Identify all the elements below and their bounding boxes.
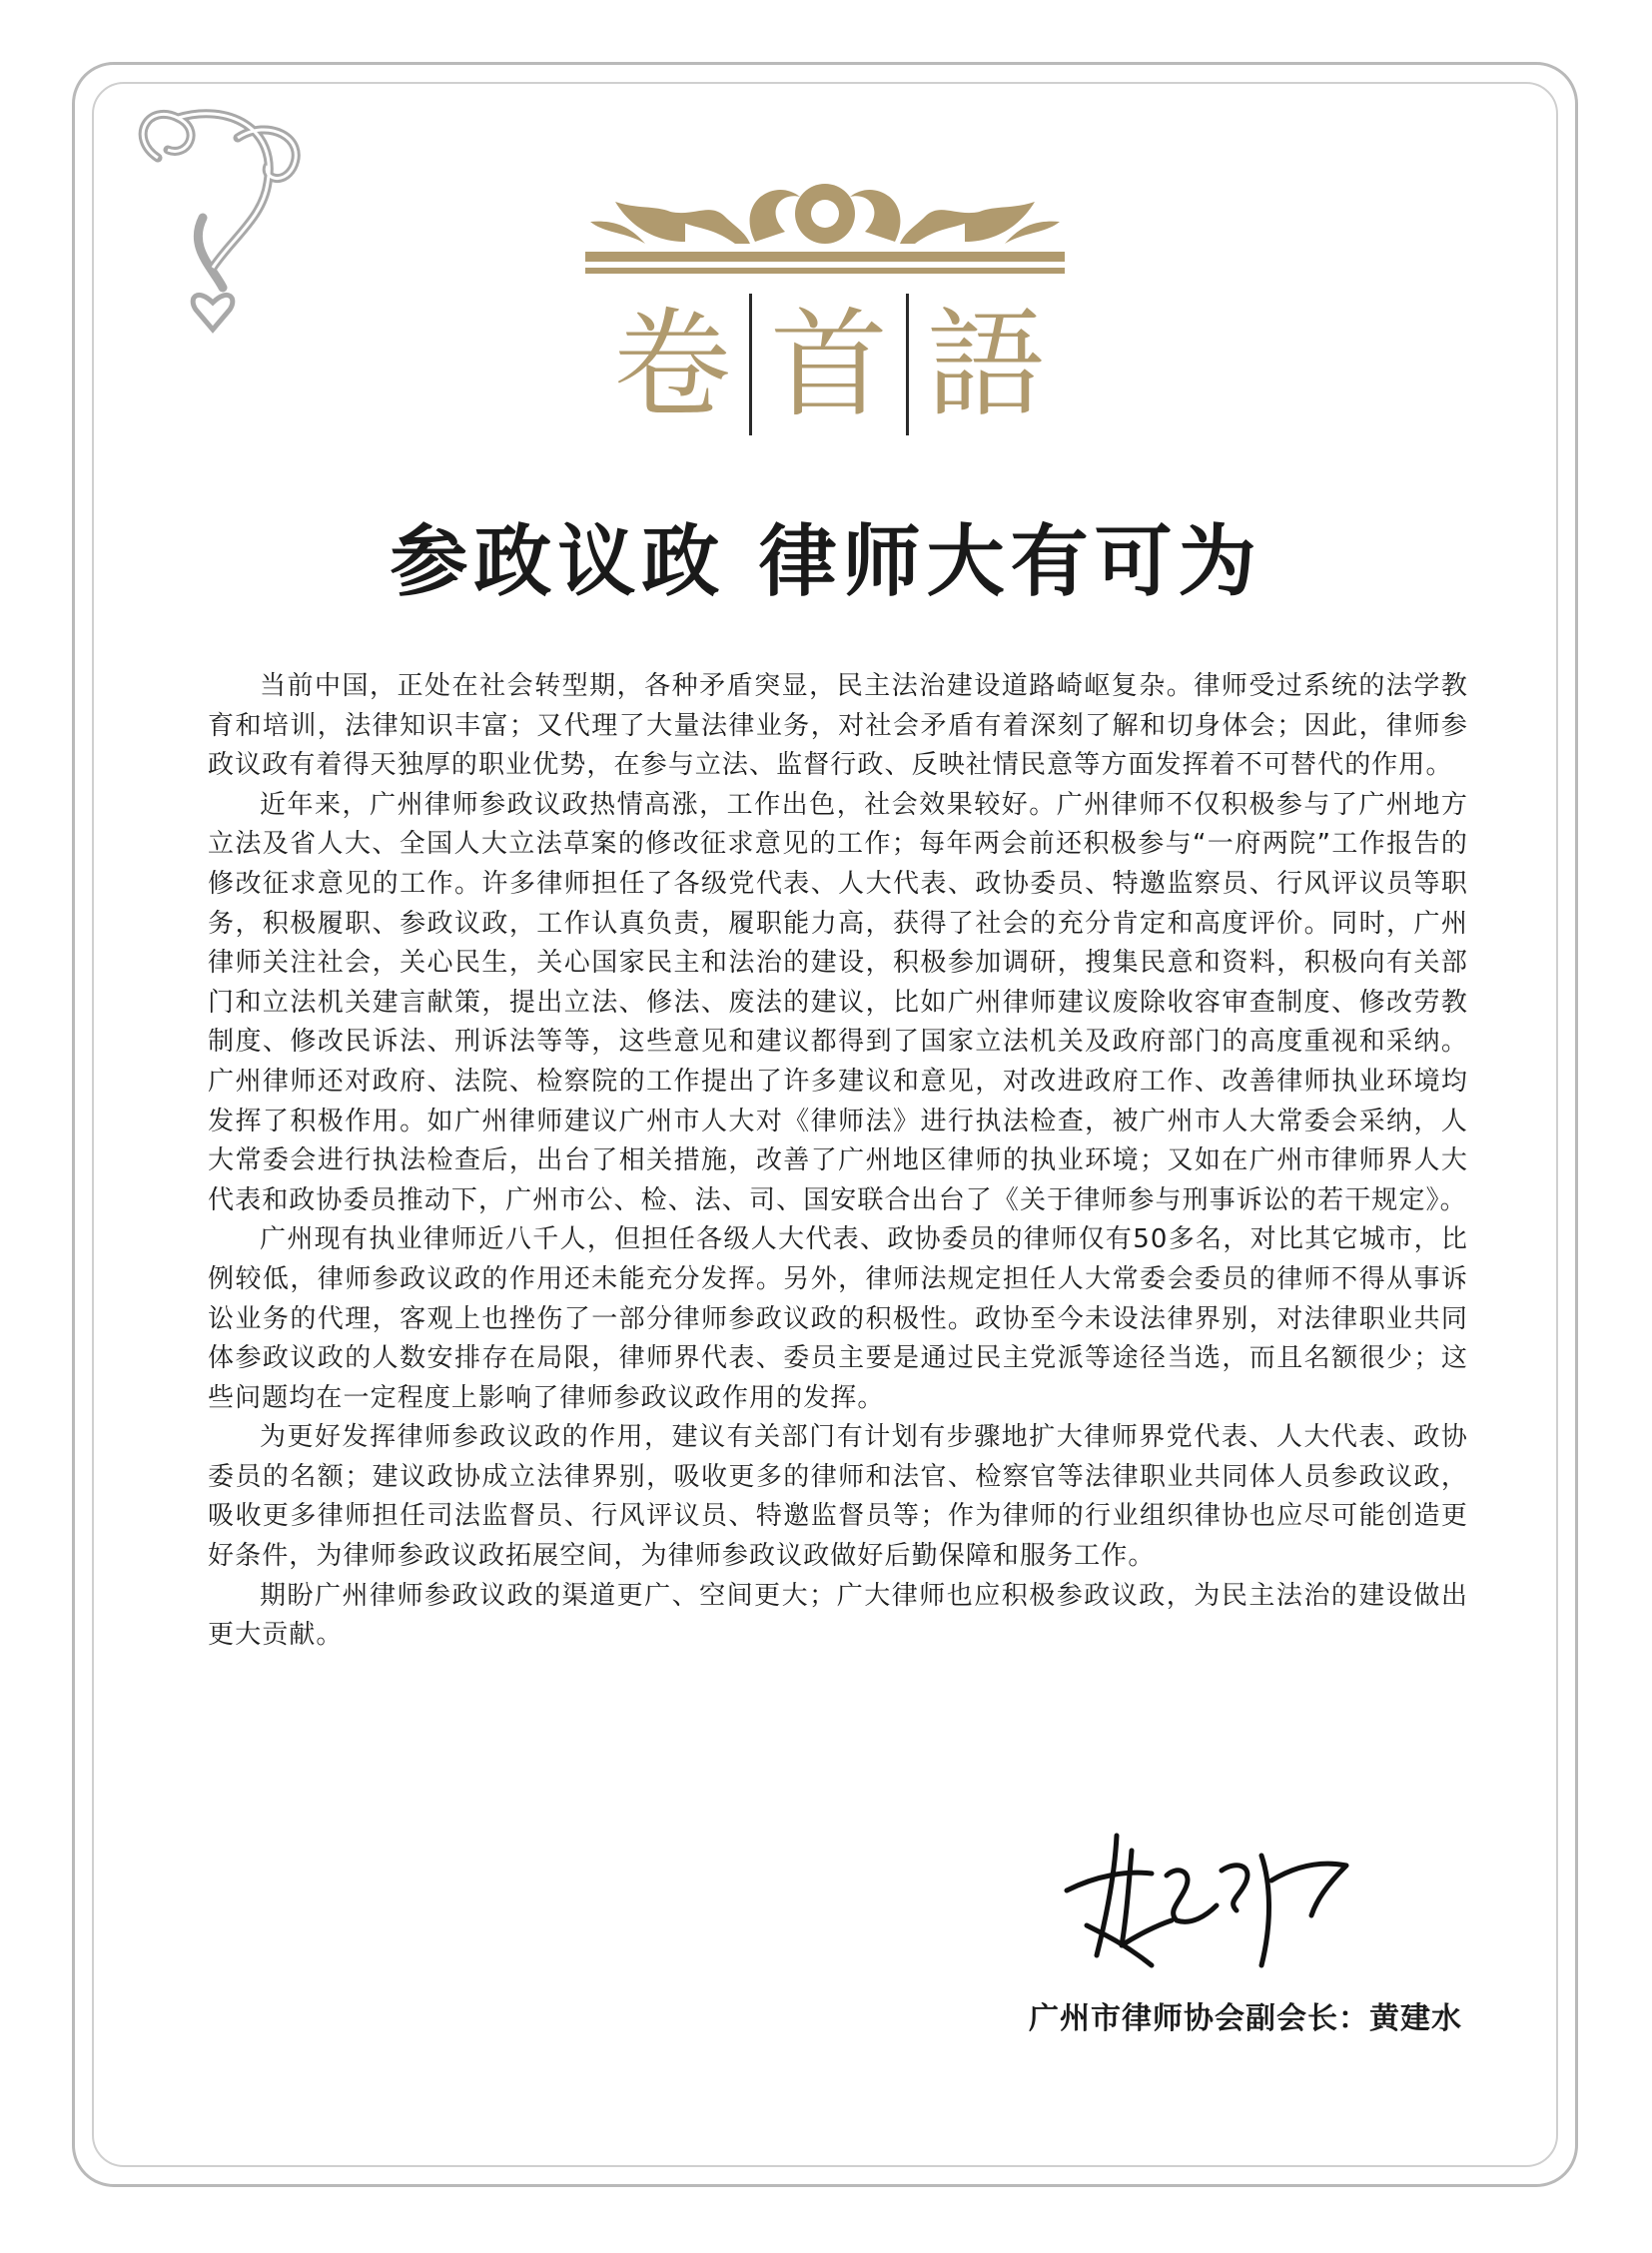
signer-title: 广州市律师协会副会长：黄建水 [1029, 2001, 1462, 2036]
article-headline: 参政议政 律师大有可为 [390, 516, 1262, 607]
corner-swirl-ornament [118, 98, 318, 348]
column-title-char: 語 [927, 296, 1046, 433]
gold-crest-ornament [585, 172, 1065, 282]
paragraph: 广州现有执业律师近八千人，但担任各级人大代表、政协委员的律师仅有50多名，对比其它城市，比例较低，律师参政议政的作用还未能充分发挥。另外，律师法规定担任人大常委会委员的律师不得从事诉讼业务的代理，客观上也挫伤了一部分律师参政议政的积极性。政协至今未设法律界别，对法律职业共同体参政议政的人数安排存在局限，律师界代表、委员主要是通过民主党派等途径当选，而且名额很少；这些问题均在一定程度上影响了律师参政议政作用的发挥。 [208, 1224, 1468, 1413]
paragraph: 为更好发挥律师参政议政的作用，建议有关部门有计划有步骤地扩大律师界党代表、人大代表、政协委员的名额；建议政协成立法律界别，吸收更多的律师和法官、检察官等法律职业共同体人员参政议政，吸收更多律师担任司法监督员、行风评议员、特邀监督员等；作为律师的行业组织律协也应尽可能创造更好条件，为律师参政议政拓展空间，为律师参政议政做好后勤保障和服务工作。 [208, 1422, 1468, 1572]
paragraph: 当前中国，正处在社会转型期，各种矛盾突显，民主法治建设道路崎岖复杂。律师受过系统的法学教育和培训，法律知识丰富；又代理了大量法律业务，对社会矛盾有着深刻了解和切身体会；因此，律师参政议政有着得天独厚的职业优势，在参与立法、监督行政、反映社情民意等方面发挥着不可替代的作用。 [208, 671, 1468, 781]
heart-icon [193, 295, 233, 330]
column-title-char: 卷 [612, 296, 731, 433]
paragraph: 期盼广州律师参政议政的渠道更广、空间更大；广大律师也应积极参政议政，为民主法治的建设做出更大贡献。 [208, 1580, 1468, 1651]
column-title-char: 首 [769, 296, 888, 433]
article-body [208, 667, 1468, 1656]
column-title [559, 290, 1099, 439]
handwritten-signature [1057, 1816, 1356, 1985]
paragraph: 近年来，广州律师参政议政热情高涨，工作出色，社会效果较好。广州律师不仅积极参与了广州地方立法及省人大、全国人大立法草案的修改征求意见的工作；每年两会前还积极参与“一府两院”工作报告的修改征求意见的工作。许多律师担任了各级党代表、人大代表、政协委员、特邀监察员、行风评议员等职务，积极履职、参政议政，工作认真负责，履职能力高，获得了社会的充分肯定和高度评价。同时，广州律师关注社会，关心民生，关心国家民主和法治的建设，积极参加调研，搜集民意和资料，积极向有关部门和立法机关建言献策，提出立法、修法、废法的建议，比如广州律师建议废除收容审查制度、修改劳教制度、修改民诉法、刑诉法等等，这些意见和建议都得到了国家立法机关及政府部门的高度重视和采纳。广州律师还对政府、法院、检察院的工作提出了许多建议和意见，对改进政府工作、改善律师执业环境均发挥了积极作用。如广州律师建议广州市人大对《律师法》进行执法检查，被广州市人大常委会采纳，人大常委会进行执法检查后，出台了相关措施，改善了广州地区律师的执业环境；又如在广州市律师界人大代表和政协委员推动下，广州市公、检、法、司、国安联合出台了《关于律师参与刑事诉讼的若干规定》。 [208, 789, 1468, 1215]
